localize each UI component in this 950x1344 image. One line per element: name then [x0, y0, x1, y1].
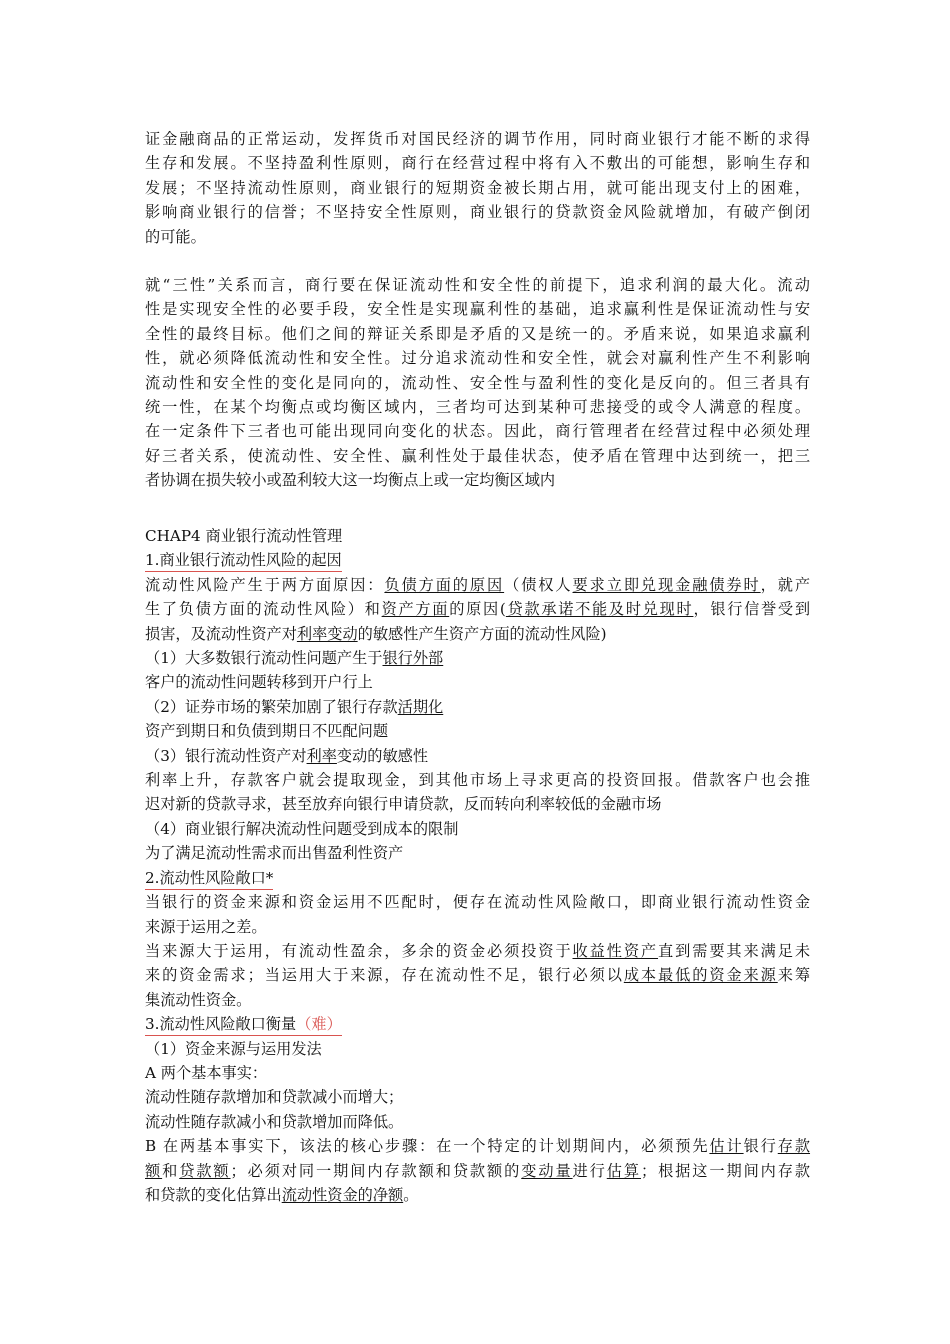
underlined-term: 资产方面 [381, 600, 450, 619]
text-line: 当银行的资金来源和资金运用不匹配时，便存在流动性风险敞口，即商业银行流动性资金 [145, 893, 810, 912]
text-line [145, 939, 810, 963]
text-line: 生存和发展。不坚持盈利性原则，商行在经营过程中将有入不敷出的可能想，影响生存和 [145, 154, 810, 173]
text-line: 迟对新的贷款寻求，甚至放弃向银行申请贷款，反而转向利率较低的金融市场 [145, 795, 662, 814]
chapter-title: CHAP4 商业银行流动性管理 [145, 527, 343, 545]
text-run: 银行 [743, 1137, 778, 1156]
text-line: 就“三性”关系而言，商行要在保证流动性和安全性的前提下，追求利润的最大化。流动 [145, 276, 810, 294]
underlined-term: 活期化 [397, 697, 444, 716]
text-run: ；根据这一期间内存款 [640, 1161, 811, 1180]
section-heading-3 [145, 1013, 342, 1036]
underlined-term: 要求立即兑现金融债券时 [572, 575, 761, 594]
underlined-term: 变动量 [521, 1161, 573, 1180]
text-run: 损害，及流动性资产对 [145, 624, 297, 643]
underlined-term: 贷款额 [179, 1161, 231, 1180]
text-run: （2）证券市场的繁荣加剧了银行存款 [145, 697, 398, 716]
difficulty-note: （难） [296, 1015, 342, 1034]
text-line: 性是实现安全性的必要手段，安全性是实现赢利性的基础，追求赢利性是保证流动性与安 [145, 300, 810, 319]
chapter-section [145, 524, 810, 1207]
paragraph-principles [145, 127, 810, 249]
text-run: 生了负债方面的流动性风险）和 [145, 600, 382, 619]
list-item [145, 744, 810, 768]
heading-text: 3.流动性风险敞口衡量 [145, 1015, 297, 1034]
text-run: 的敏感性产生资产方面的流动性风险) [357, 624, 607, 643]
text-line: 流动性和安全性的变化是同向的，流动性、安全性与盈利性的变化是反向的。但三者具有 [145, 373, 810, 392]
text-run: 当来源大于运用，有流动性盈余，多余的资金必须投资于 [145, 941, 573, 960]
section-heading-wrap [145, 866, 810, 890]
text-line: 流动性随存款减小和贷款增加而降低。 [145, 1112, 404, 1131]
underlined-term: 利率 [306, 746, 337, 765]
underlined-term: 成本最低的资金来源 [623, 966, 778, 985]
list-item: （4）商业银行解决流动性问题受到成本的限制 [145, 819, 459, 838]
list-item [145, 646, 810, 670]
text-line: 发展；不坚持流动性原则，商业银行的短期资金被长期占用，就可能出现支付上的困难， [145, 178, 810, 197]
underlined-term: 估计 [709, 1137, 744, 1156]
text-run: 变动的敏感性 [336, 746, 429, 765]
underlined-term: 利率变动 [296, 624, 358, 643]
text-run: （1）大多数银行流动性问题产生于 [145, 649, 383, 668]
text-run: ，银行信誉受到 [693, 600, 811, 619]
text-line: 影响商业银行的信誉；不坚持安全性原则，商业银行的贷款资金风险就增加，有破产倒闭 [145, 203, 810, 222]
text-line: 全性的最终目标。他们之间的辩证关系即是矛盾的又是统一的。矛盾来说，如果追求赢利 [145, 324, 810, 343]
text-line: 为了满足流动性需求而出售盈利性资产 [145, 844, 404, 863]
underlined-term: 存款 [777, 1137, 811, 1156]
text-line: 统一性，在某个均衡点或均衡区域内，三者均可达到某种可悲接受的或令人满意的程度。 [145, 398, 810, 417]
text-line: 证金融商品的正常运动，发挥货币对国民经济的调节作用，同时商业银行才能不断的求得 [145, 130, 810, 148]
paragraph-three-properties [145, 273, 810, 493]
text-line: 性，就必须降低流动性和安全性。过分追求流动性和安全性，就会对赢利性产生不利影响 [145, 349, 810, 368]
text-line [145, 1183, 810, 1207]
text-run: 来的资金需求；当运用大于来源，存在流动性不足，银行必须以 [145, 966, 624, 985]
text-run: 流动性风险产生于两方面原因： [145, 575, 385, 594]
underlined-term: 估算 [606, 1161, 641, 1180]
section-heading-wrap [145, 1012, 810, 1036]
text-line [145, 597, 810, 621]
text-run: ，就产 [760, 575, 811, 594]
text-line: 来源于运用之差。 [145, 917, 267, 936]
text-line [145, 1134, 810, 1158]
section-heading-2: 2.流动性风险敞口* [145, 867, 273, 890]
text-line: 流动性随存款增加和贷款减小而增大； [145, 1088, 404, 1107]
underlined-term: 额 [145, 1161, 163, 1180]
underlined-term: 负债方面的原因 [384, 575, 505, 594]
text-line [145, 963, 810, 987]
list-item: （1）资金来源与运用发法 [145, 1039, 322, 1058]
text-run: 。 [403, 1185, 419, 1204]
section-heading-1: 1.商业银行流动性风险的起因 [145, 549, 342, 572]
text-run: 和 [162, 1161, 180, 1180]
text-line: 集流动性资金。 [145, 990, 252, 1009]
list-item [145, 695, 810, 719]
text-line: 利率上升，存款客户就会提取现金，到其他市场上寻求更高的投资回报。借款客户也会推 [145, 771, 810, 790]
text-line: 资产到期日和负债到期日不匹配问题 [145, 722, 388, 741]
text-line: 客户的流动性问题转移到开户行上 [145, 673, 373, 692]
section-heading-wrap [145, 548, 810, 572]
text-run: 进行 [572, 1161, 607, 1180]
text-line: A 两个基本事实： [145, 1063, 268, 1082]
underlined-term: 贷款承诺不能及时兑现时 [505, 600, 694, 619]
text-line: 的可能。 [145, 227, 206, 246]
text-line: 好三者关系，使流动性、安全性、赢利性处于最佳状态，使矛盾在管理中达到统一，把三 [145, 446, 810, 465]
text-line [145, 1159, 810, 1183]
underlined-term: 银行外部 [382, 649, 444, 668]
text-line: 在一定条件下三者也可能出现同向变化的状态。因此，商行管理者在经营过程中必须处理 [145, 422, 810, 441]
text-run: 和贷款的变化估算出 [145, 1185, 282, 1204]
text-run: 来筹 [777, 966, 811, 985]
text-run: （债权人 [504, 575, 573, 594]
text-run: 直到需要其来满足未 [658, 941, 811, 960]
text-run: B 在两基本事实下，该法的核心步骤：在一个特定的计划期间内，必须预先 [145, 1137, 710, 1156]
text-run: （3）银行流动性资产对 [145, 746, 307, 765]
text-run: 的原因( [449, 600, 506, 619]
underlined-term: 收益性资产 [572, 941, 659, 960]
text-line [145, 622, 810, 646]
text-line [145, 573, 810, 597]
text-run: ；必须对同一期间内存款额和贷款额的 [230, 1161, 522, 1180]
underlined-term: 流动性资金的净额 [281, 1185, 404, 1204]
text-line: 者协调在损失较小或盈利较大这一均衡点上或一定均衡区域内 [145, 471, 556, 490]
